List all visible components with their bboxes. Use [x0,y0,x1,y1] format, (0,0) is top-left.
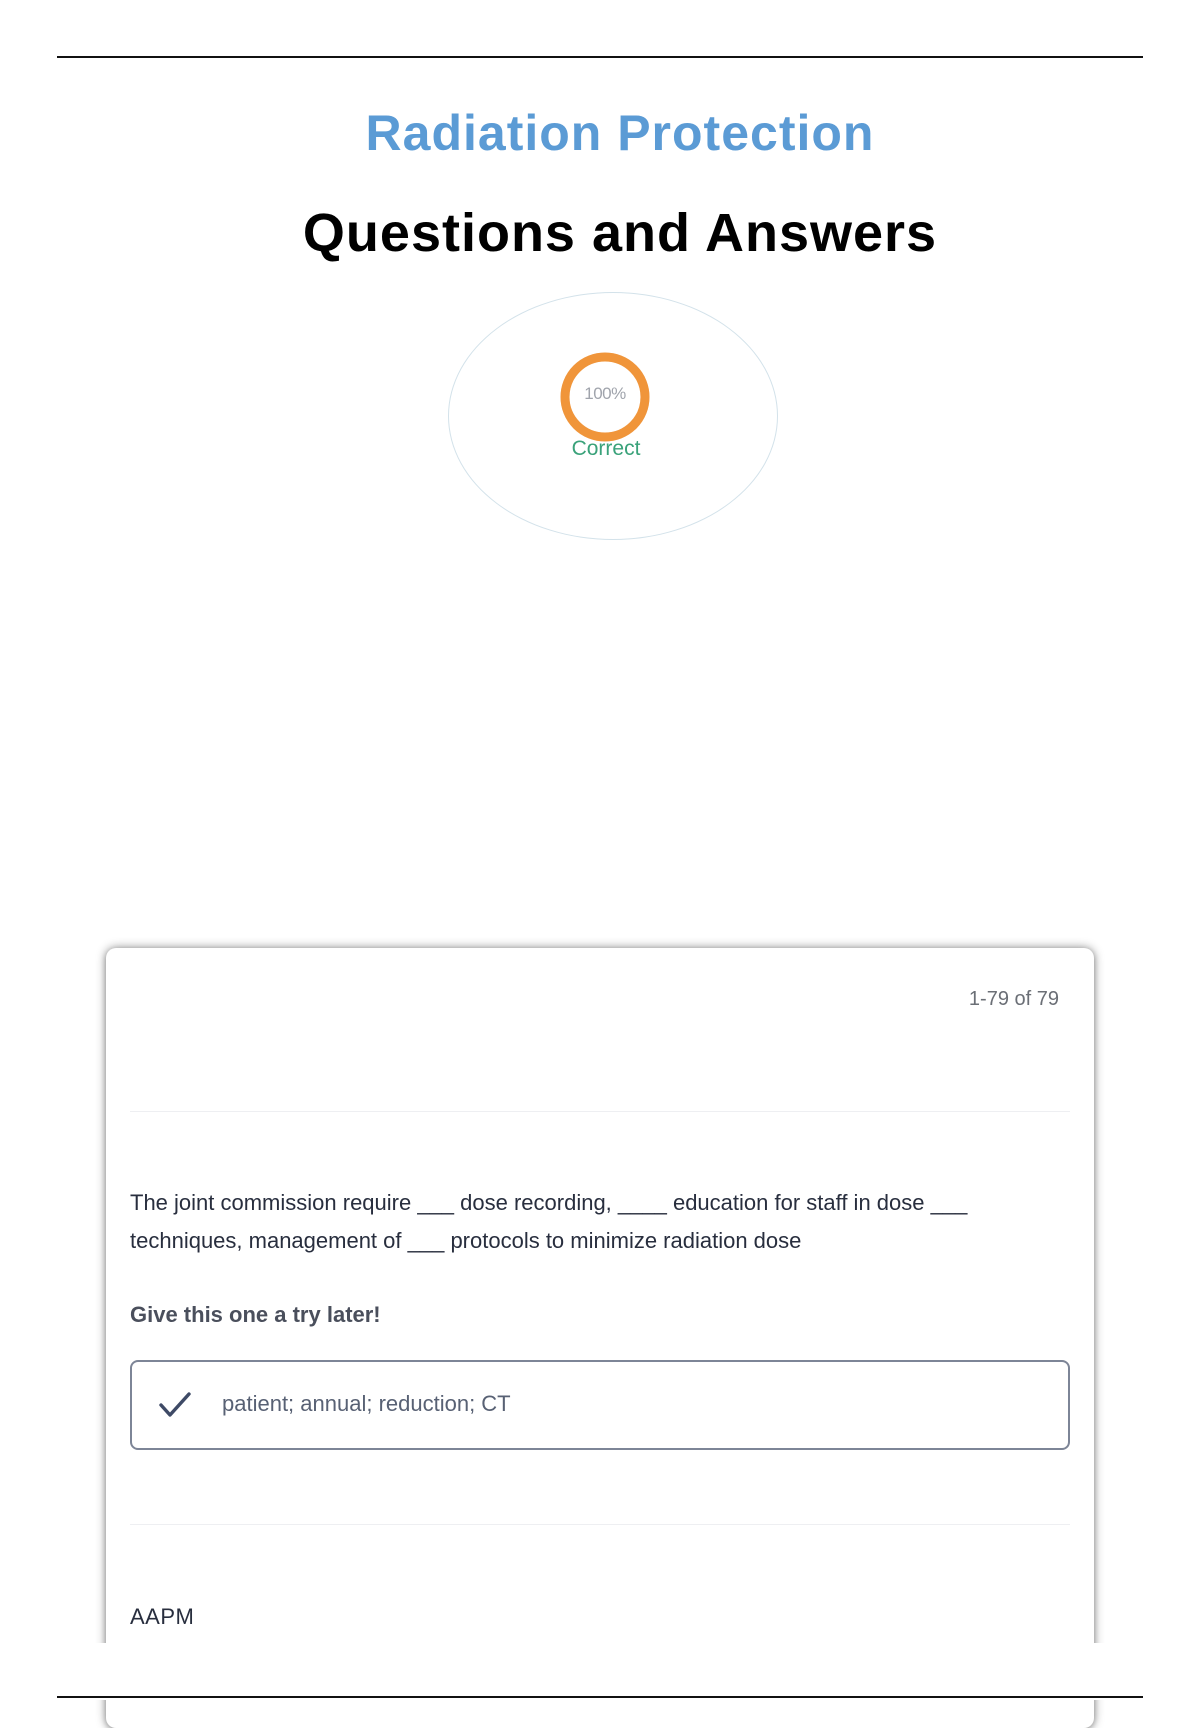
bottom-rule [57,1696,1143,1698]
divider [130,1524,1070,1525]
next-term-text: AAPM [130,1604,195,1629]
pagination-count: 1-79 of 79 [968,988,1059,1010]
answer-option[interactable] [130,1360,1070,1450]
question-text: The joint commission require ___ dose recording, ____ education for staff in dose ___ techniques, management of ___ protocols to minimize radiation dose [130,1190,968,1253]
flashcard-panel [106,948,1094,1728]
divider [130,1111,1070,1112]
hint-text: Give this one a try later! [130,1302,381,1327]
page-footer-area [0,1643,1200,1700]
score-percent: 100% [584,384,626,403]
score-status: Correct [571,437,641,460]
answer-text: patient; annual; reduction; CT [222,1391,511,1416]
page-subtitle: Questions and Answers [302,203,938,263]
checkmark-icon [158,1390,192,1420]
page-title: Radiation Protection [365,105,875,161]
top-rule [57,56,1143,58]
